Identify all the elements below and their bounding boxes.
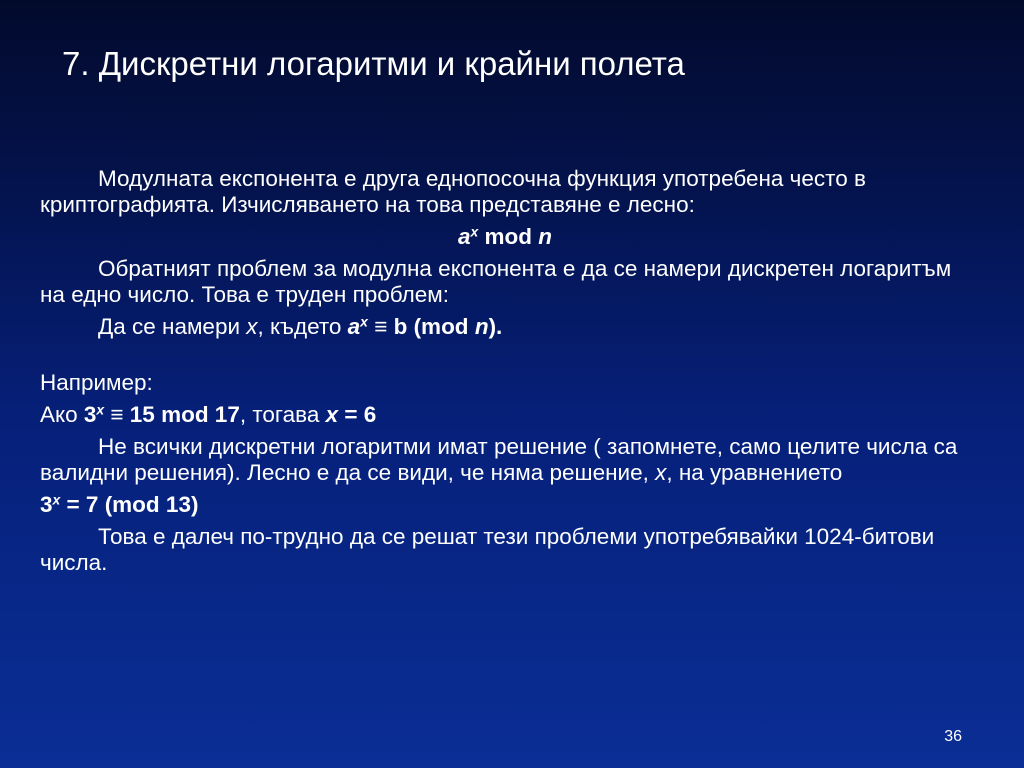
example-line: Ако $3^x \equiv 15$ mod 17, тогава x = 6 <box>40 401 377 427</box>
paragraph-modular-exponent: Модулната експонента е друга еднопосочна функция употребена често в криптографията. Изчисляването на това представяне е лесно: <box>40 166 866 217</box>
paragraph-1024-bit: Това е далеч по-трудно да се решат тези проблеми употребявайки 1024-битови числа. <box>40 524 935 575</box>
slide-body <box>40 166 970 582</box>
page-number: 36 <box>944 728 962 745</box>
paragraph-find-x: Да се намери x, където $a^x \equiv b$ (mod n). <box>98 313 503 339</box>
paragraph-no-solution: Не всички дискретни логаритми имат решение ( запомнете, само целите числа са валидни решения). Лесно е да се види, че няма решение, x, на уравнението <box>40 434 958 485</box>
paragraph-inverse-problem: Обратният проблем за модулна експонента е да се намери дискретен логаритъм на едно число. Това е труден проблем: <box>40 256 952 307</box>
slide-title: 7. Дискретни логаритми и крайни полета <box>62 45 685 82</box>
example-label: Например: <box>40 370 153 395</box>
formula-a-x-mod-n: $a^x$ mod n <box>457 223 553 249</box>
formula-3x-7-mod-13: $3^x = 7$ (mod 13) <box>40 491 199 517</box>
